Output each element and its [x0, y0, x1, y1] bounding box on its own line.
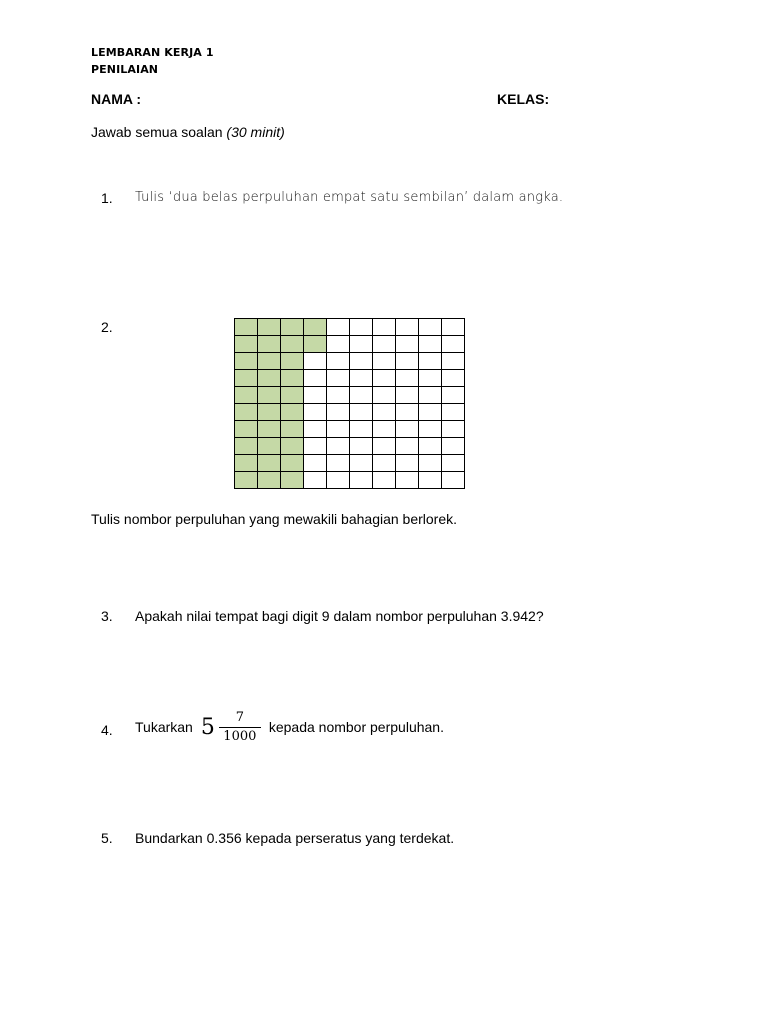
grid-cell-shaded: [235, 370, 258, 387]
grid-cell: [350, 421, 373, 438]
grid-cell: [419, 421, 442, 438]
grid-cell: [419, 438, 442, 455]
question-4-prefix: Tukarkan: [135, 719, 193, 735]
grid-cell: [327, 455, 350, 472]
grid-cell-shaded: [235, 472, 258, 489]
grid-cell-shaded: [235, 455, 258, 472]
class-label: KELAS:: [497, 91, 550, 107]
grid-cell-shaded: [281, 421, 304, 438]
grid-cell-shaded: [281, 336, 304, 353]
grid-cell-shaded: [258, 421, 281, 438]
grid-cell-shaded: [235, 404, 258, 421]
grid-cell: [373, 387, 396, 404]
grid-row: [235, 421, 465, 438]
grid-cell: [350, 370, 373, 387]
grid-cell-shaded: [235, 336, 258, 353]
hundred-grid: [234, 318, 465, 489]
grid-row: [235, 353, 465, 370]
grid-cell: [373, 404, 396, 421]
grid-cell-shaded: [304, 319, 327, 336]
grid-cell: [350, 387, 373, 404]
grid-cell: [396, 387, 419, 404]
grid-cell: [442, 370, 465, 387]
grid-cell-shaded: [258, 353, 281, 370]
grid-cell-shaded: [235, 353, 258, 370]
grid-cell: [304, 455, 327, 472]
grid-cell-shaded: [281, 404, 304, 421]
grid-cell-shaded: [258, 387, 281, 404]
grid-cell: [373, 319, 396, 336]
grid-cell: [442, 336, 465, 353]
fraction-numerator: 7: [235, 710, 244, 725]
grid-cell: [304, 438, 327, 455]
grid-cell: [396, 438, 419, 455]
grid-cell: [327, 370, 350, 387]
grid-cell: [419, 472, 442, 489]
grid-cell: [373, 455, 396, 472]
grid-cell: [350, 353, 373, 370]
worksheet-title: LEMBARAN KERJA 1: [91, 46, 214, 59]
grid-cell: [419, 370, 442, 387]
grid-cell: [304, 370, 327, 387]
grid-cell-shaded: [281, 387, 304, 404]
grid-cell: [350, 438, 373, 455]
grid-cell-shaded: [258, 404, 281, 421]
instruction: [91, 124, 285, 140]
grid-cell: [396, 404, 419, 421]
grid-row: [235, 370, 465, 387]
grid-cell: [304, 387, 327, 404]
grid-cell: [304, 421, 327, 438]
grid-cell: [396, 455, 419, 472]
grid-cell-shaded: [304, 336, 327, 353]
grid-cell: [419, 404, 442, 421]
grid-cell: [396, 472, 419, 489]
question-5-text: Bundarkan 0.356 kepada perseratus yang terdekat.: [135, 830, 455, 846]
grid-cell: [442, 404, 465, 421]
fraction: [219, 710, 261, 744]
grid-cell: [304, 353, 327, 370]
grid-cell-shaded: [281, 438, 304, 455]
grid-cell-shaded: [258, 336, 281, 353]
grid-cell: [373, 438, 396, 455]
question-4-suffix: kepada nombor perpuluhan.: [268, 719, 444, 735]
question-4: [135, 702, 444, 752]
question-1-text: Tulis ‘dua belas perpuluhan empat satu sembilan’ dalam angka.: [135, 190, 564, 205]
fraction-denominator: 1000: [223, 729, 257, 744]
grid-cell: [442, 353, 465, 370]
grid-cell-shaded: [281, 353, 304, 370]
grid-cell: [419, 455, 442, 472]
grid-cell: [396, 336, 419, 353]
mixed-whole: 5: [200, 714, 215, 740]
worksheet-subtitle: PENILAIAN: [91, 63, 159, 76]
grid-cell: [327, 438, 350, 455]
grid-cell-shaded: [281, 319, 304, 336]
grid-cell: [327, 421, 350, 438]
grid-row: [235, 438, 465, 455]
grid-cell: [350, 404, 373, 421]
grid-cell: [396, 421, 419, 438]
grid-cell: [396, 353, 419, 370]
grid-cell-shaded: [258, 472, 281, 489]
grid-cell-shaded: [281, 455, 304, 472]
grid-cell: [442, 438, 465, 455]
grid-row: [235, 472, 465, 489]
question-2-text: Tulis nombor perpuluhan yang mewakili bahagian berlorek.: [91, 511, 458, 527]
grid-row: [235, 319, 465, 336]
grid-cell: [419, 319, 442, 336]
grid-cell-shaded: [281, 370, 304, 387]
grid-cell: [373, 336, 396, 353]
grid-cell: [327, 336, 350, 353]
instruction-text: Jawab semua soalan: [91, 124, 227, 140]
grid-cell: [373, 421, 396, 438]
grid-cell-shaded: [258, 370, 281, 387]
grid-cell: [373, 353, 396, 370]
grid-cell: [327, 404, 350, 421]
grid-row: [235, 455, 465, 472]
grid-cell: [419, 387, 442, 404]
grid-cell: [396, 370, 419, 387]
grid-cell: [373, 370, 396, 387]
grid-cell: [350, 319, 373, 336]
grid-cell: [396, 319, 419, 336]
grid-cell: [304, 404, 327, 421]
mixed-number: [201, 710, 261, 744]
question-3-text: Apakah nilai tempat bagi digit 9 dalam nombor perpuluhan 3.942?: [135, 608, 544, 624]
grid-cell: [442, 319, 465, 336]
grid-cell: [419, 336, 442, 353]
grid-table: [234, 318, 465, 489]
grid-cell-shaded: [235, 438, 258, 455]
grid-cell-shaded: [235, 387, 258, 404]
question-3-number: 3.: [101, 608, 113, 624]
grid-cell: [327, 472, 350, 489]
grid-cell: [327, 353, 350, 370]
grid-cell: [419, 353, 442, 370]
question-5-number: 5.: [101, 830, 113, 846]
grid-row: [235, 387, 465, 404]
grid-cell: [442, 421, 465, 438]
grid-cell-shaded: [258, 438, 281, 455]
grid-cell-shaded: [281, 472, 304, 489]
instruction-time: (30 minit): [226, 124, 285, 140]
grid-cell-shaded: [235, 319, 258, 336]
fraction-bar: [219, 727, 261, 728]
grid-cell: [373, 472, 396, 489]
grid-cell: [350, 455, 373, 472]
question-2-number: 2.: [101, 319, 113, 335]
grid-cell: [350, 472, 373, 489]
grid-cell: [350, 336, 373, 353]
grid-cell-shaded: [258, 455, 281, 472]
grid-row: [235, 336, 465, 353]
grid-cell: [442, 472, 465, 489]
question-1-number: 1.: [101, 190, 113, 206]
grid-row: [235, 404, 465, 421]
question-4-number: 4.: [101, 722, 113, 738]
grid-cell: [304, 472, 327, 489]
grid-cell: [442, 455, 465, 472]
grid-cell: [327, 387, 350, 404]
grid-cell: [442, 387, 465, 404]
grid-cell-shaded: [258, 319, 281, 336]
grid-cell: [327, 319, 350, 336]
grid-cell-shaded: [235, 421, 258, 438]
name-label: NAMA :: [91, 91, 142, 107]
